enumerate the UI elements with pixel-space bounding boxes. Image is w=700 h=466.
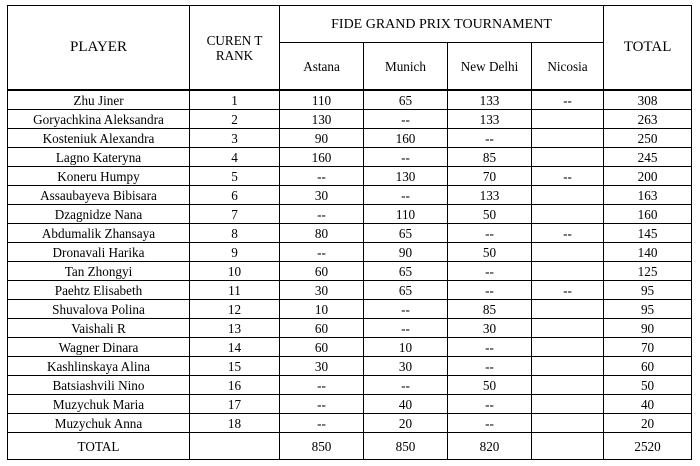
- cell-rank: 3: [190, 129, 280, 148]
- cell-new-delhi: 50: [448, 243, 532, 262]
- table-row: [8, 319, 692, 338]
- cell-rank: 7: [190, 205, 280, 224]
- cell-player: Vaishali R: [8, 319, 190, 338]
- cell-rank: 8: [190, 224, 280, 243]
- footer-delhi: 820: [448, 433, 532, 460]
- cell-total: 70: [604, 338, 692, 357]
- cell-total: 263: [604, 110, 692, 129]
- cell-munich: --: [364, 319, 448, 338]
- header-rank: CUREN T RANK: [190, 6, 280, 91]
- table-row: [8, 205, 692, 224]
- cell-rank: 13: [190, 319, 280, 338]
- cell-player: Zhu Jiner: [8, 90, 190, 110]
- cell-rank: 12: [190, 300, 280, 319]
- table-row: [8, 414, 692, 433]
- cell-rank: 14: [190, 338, 280, 357]
- cell-player: Goryachkina Aleksandra: [8, 110, 190, 129]
- cell-total: 145: [604, 224, 692, 243]
- cell-astana: 80: [280, 224, 364, 243]
- cell-astana: 60: [280, 338, 364, 357]
- cell-rank: 6: [190, 186, 280, 205]
- cell-player: Kosteniuk Alexandra: [8, 129, 190, 148]
- footer-munich: 850: [364, 433, 448, 460]
- cell-nicosia: [532, 376, 604, 395]
- cell-nicosia: [532, 186, 604, 205]
- cell-astana: 30: [280, 357, 364, 376]
- cell-total: 95: [604, 300, 692, 319]
- cell-munich: --: [364, 110, 448, 129]
- cell-munich: 20: [364, 414, 448, 433]
- table-row: [8, 129, 692, 148]
- cell-nicosia: [532, 300, 604, 319]
- cell-nicosia: [532, 319, 604, 338]
- table-body: [8, 90, 692, 433]
- cell-astana: 10: [280, 300, 364, 319]
- cell-total: 40: [604, 395, 692, 414]
- standings-table: [7, 5, 692, 460]
- cell-munich: 30: [364, 357, 448, 376]
- cell-astana: 160: [280, 148, 364, 167]
- footer-astana: 850: [280, 433, 364, 460]
- cell-total: 160: [604, 205, 692, 224]
- header-astana: Astana: [280, 43, 364, 91]
- cell-total: 95: [604, 281, 692, 300]
- cell-total: 50: [604, 376, 692, 395]
- cell-new-delhi: 133: [448, 110, 532, 129]
- table-row: [8, 395, 692, 414]
- cell-total: 125: [604, 262, 692, 281]
- cell-new-delhi: 50: [448, 205, 532, 224]
- cell-nicosia: --: [532, 167, 604, 186]
- cell-astana: 60: [280, 319, 364, 338]
- cell-nicosia: --: [532, 90, 604, 110]
- cell-total: 200: [604, 167, 692, 186]
- table-row: [8, 148, 692, 167]
- footer-nicosia: [532, 433, 604, 460]
- cell-astana: --: [280, 167, 364, 186]
- header-total: TOTAL: [604, 6, 692, 91]
- cell-nicosia: [532, 110, 604, 129]
- footer-rank: [190, 433, 280, 460]
- cell-astana: 60: [280, 262, 364, 281]
- cell-player: Tan Zhongyi: [8, 262, 190, 281]
- cell-new-delhi: --: [448, 395, 532, 414]
- header-tournament: FIDE GRAND PRIX TOURNAMENT: [280, 6, 604, 43]
- cell-munich: --: [364, 376, 448, 395]
- cell-player: Muzychuk Maria: [8, 395, 190, 414]
- table-row: [8, 262, 692, 281]
- cell-munich: 65: [364, 224, 448, 243]
- cell-player: Muzychuk Anna: [8, 414, 190, 433]
- cell-munich: --: [364, 186, 448, 205]
- table-row: [8, 167, 692, 186]
- table-row: [8, 300, 692, 319]
- cell-new-delhi: 133: [448, 90, 532, 110]
- table-row: [8, 110, 692, 129]
- cell-total: 163: [604, 186, 692, 205]
- cell-astana: --: [280, 414, 364, 433]
- cell-rank: 1: [190, 90, 280, 110]
- cell-astana: --: [280, 395, 364, 414]
- table-row: [8, 376, 692, 395]
- cell-astana: --: [280, 243, 364, 262]
- cell-munich: --: [364, 300, 448, 319]
- table-row: [8, 90, 692, 110]
- cell-rank: 10: [190, 262, 280, 281]
- table-row: [8, 243, 692, 262]
- cell-total: 20: [604, 414, 692, 433]
- cell-nicosia: [532, 338, 604, 357]
- cell-player: Wagner Dinara: [8, 338, 190, 357]
- cell-new-delhi: 85: [448, 300, 532, 319]
- cell-total: 245: [604, 148, 692, 167]
- cell-rank: 9: [190, 243, 280, 262]
- cell-total: 250: [604, 129, 692, 148]
- cell-total: 90: [604, 319, 692, 338]
- cell-munich: 65: [364, 281, 448, 300]
- total-row: [8, 433, 692, 460]
- cell-player: Dzagnidze Nana: [8, 205, 190, 224]
- cell-rank: 15: [190, 357, 280, 376]
- cell-player: Kashlinskaya Alina: [8, 357, 190, 376]
- cell-player: Batsiashvili Nino: [8, 376, 190, 395]
- cell-munich: 130: [364, 167, 448, 186]
- cell-rank: 17: [190, 395, 280, 414]
- cell-player: Paehtz Elisabeth: [8, 281, 190, 300]
- cell-astana: 30: [280, 281, 364, 300]
- cell-rank: 4: [190, 148, 280, 167]
- cell-nicosia: [532, 262, 604, 281]
- cell-new-delhi: --: [448, 338, 532, 357]
- cell-rank: 16: [190, 376, 280, 395]
- cell-new-delhi: --: [448, 414, 532, 433]
- cell-new-delhi: 70: [448, 167, 532, 186]
- cell-new-delhi: --: [448, 224, 532, 243]
- cell-astana: --: [280, 205, 364, 224]
- cell-nicosia: [532, 395, 604, 414]
- footer-label: TOTAL: [8, 433, 190, 460]
- cell-rank: 11: [190, 281, 280, 300]
- cell-player: Abdumalik Zhansaya: [8, 224, 190, 243]
- table-row: [8, 338, 692, 357]
- cell-rank: 5: [190, 167, 280, 186]
- cell-nicosia: [532, 357, 604, 376]
- cell-rank: 18: [190, 414, 280, 433]
- cell-munich: 110: [364, 205, 448, 224]
- table-row: [8, 357, 692, 376]
- cell-astana: 110: [280, 90, 364, 110]
- cell-astana: 90: [280, 129, 364, 148]
- cell-player: Shuvalova Polina: [8, 300, 190, 319]
- cell-new-delhi: 30: [448, 319, 532, 338]
- header-player: PLAYER: [8, 6, 190, 91]
- cell-nicosia: [532, 148, 604, 167]
- header-munich: Munich: [364, 43, 448, 91]
- footer-total: 2520: [604, 433, 692, 460]
- cell-new-delhi: --: [448, 129, 532, 148]
- cell-nicosia: [532, 205, 604, 224]
- cell-astana: --: [280, 376, 364, 395]
- cell-player: Lagno Kateryna: [8, 148, 190, 167]
- cell-munich: --: [364, 148, 448, 167]
- cell-rank: 2: [190, 110, 280, 129]
- cell-munich: 40: [364, 395, 448, 414]
- cell-player: Assaubayeva Bibisara: [8, 186, 190, 205]
- cell-munich: 65: [364, 262, 448, 281]
- cell-munich: 90: [364, 243, 448, 262]
- cell-munich: 10: [364, 338, 448, 357]
- cell-astana: 30: [280, 186, 364, 205]
- cell-nicosia: [532, 414, 604, 433]
- cell-new-delhi: 133: [448, 186, 532, 205]
- header-new-delhi: New Delhi: [448, 43, 532, 91]
- table-row: [8, 224, 692, 243]
- table-row: [8, 186, 692, 205]
- cell-total: 308: [604, 90, 692, 110]
- cell-new-delhi: --: [448, 357, 532, 376]
- cell-nicosia: [532, 129, 604, 148]
- cell-astana: 130: [280, 110, 364, 129]
- cell-munich: 65: [364, 90, 448, 110]
- cell-new-delhi: --: [448, 262, 532, 281]
- cell-player: Koneru Humpy: [8, 167, 190, 186]
- cell-total: 140: [604, 243, 692, 262]
- cell-new-delhi: --: [448, 281, 532, 300]
- header-nicosia: Nicosia: [532, 43, 604, 91]
- cell-new-delhi: 85: [448, 148, 532, 167]
- cell-total: 60: [604, 357, 692, 376]
- cell-nicosia: --: [532, 281, 604, 300]
- table-row: [8, 281, 692, 300]
- cell-new-delhi: 50: [448, 376, 532, 395]
- cell-nicosia: [532, 243, 604, 262]
- cell-munich: 160: [364, 129, 448, 148]
- cell-nicosia: --: [532, 224, 604, 243]
- cell-player: Dronavali Harika: [8, 243, 190, 262]
